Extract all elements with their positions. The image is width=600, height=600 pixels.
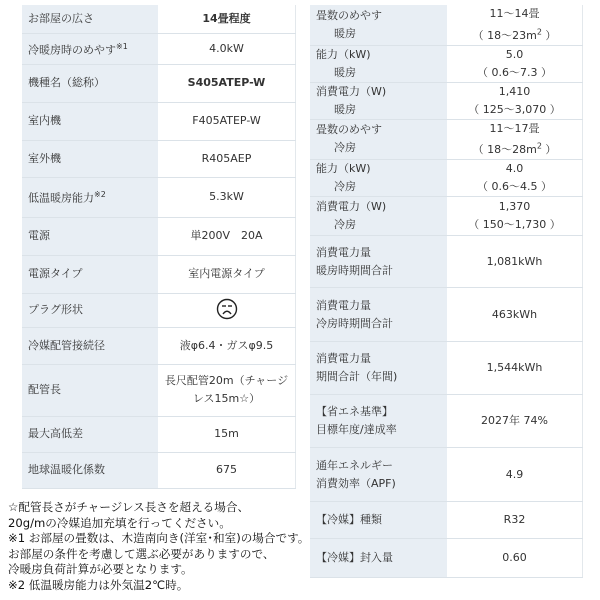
table-row [22,217,296,255]
footnote-line: ※2 低温暖房能力は外気温2℃時。 [8,577,189,592]
row-value [447,82,583,119]
label-text: 地球温暖化係数 [28,463,105,476]
value-range [477,66,552,79]
footnotes [8,500,309,593]
row-label [22,102,158,140]
table-row [310,119,583,160]
label-mode: 冷房 [334,141,356,155]
label-text: 畳数のめやす [316,123,382,137]
range-text: （ 0.6～7.3 ） [477,65,552,79]
row-label [22,177,158,217]
footnote-mark: ※1 [116,41,128,51]
label-text: 電源 [28,229,50,242]
value-text: 15m [214,427,239,440]
label-mode: 冷房 [334,180,356,194]
label-text-line2: 暖房時期間合計 [316,263,393,277]
table-row [310,395,583,448]
footnote-line: お部屋の条件を考慮して選ぶ必要がありますので、 [8,546,275,561]
row-label [310,5,447,45]
plug-outlet-icon [216,298,238,326]
row-value [447,395,583,448]
table-row [22,64,296,102]
spec-table-right [310,5,583,578]
value-text: 室内電源タイプ [188,267,265,280]
row-label [310,342,447,395]
range-text: （ 18～28m [472,143,537,157]
row-label [22,327,158,364]
label-text: 機種名（総称） [28,76,105,89]
row-value [158,416,296,452]
row-label [22,5,158,33]
row-label [22,452,158,488]
superscript: 2 [536,141,542,151]
value-text: 単200V 20A [190,229,263,242]
label-mode: 暖房 [334,102,356,116]
label-mode: 暖房 [334,26,356,40]
row-label [22,64,158,102]
row-label [310,119,447,160]
row-value [158,327,296,364]
range-text: （ 125～3,070 ） [468,102,561,116]
footnote-line: 冷暖房負荷計算が必要となります。 [8,562,193,576]
row-label [22,364,158,416]
row-label [22,217,158,255]
value-text: 1,370 [498,200,531,214]
row-label [22,293,158,327]
value-text: 675 [216,463,237,476]
value-text: F405ATEP-W [192,114,261,127]
label-text: 通年エネルギー [316,458,393,472]
label-text: 冷暖房時のめやす [28,43,116,57]
table-row [22,177,296,217]
table-row [310,82,583,119]
row-label [310,160,447,197]
row-value [447,502,583,539]
table-row [22,255,296,293]
range-text: （ 18～23m [472,28,537,42]
row-value [158,255,296,293]
label-text: 能力（kW) [316,47,371,61]
label-text: 【冷媒】封入量 [316,551,393,565]
footnote-mark: ※2 [94,190,106,200]
table-row [310,288,583,342]
table-row [310,5,583,45]
label-text: 消費電力量 [316,352,371,366]
label-text: 消費電力（W) [316,200,387,214]
value-text: R405AEP [201,151,252,165]
label-text: 【省エネ基準】 [316,405,393,419]
row-label [310,539,447,578]
row-label [310,45,447,82]
label-text-line2: 消費効率（APF) [316,476,396,490]
value-text: 463kWh [491,307,538,321]
table-row [22,5,296,33]
row-value [158,33,296,64]
table-row [22,327,296,364]
label-mode: 暖房 [334,65,356,79]
label-text: 最大高低差 [28,427,83,440]
row-label [310,448,447,502]
row-value [447,539,583,578]
row-value [158,364,296,416]
value-text: 長尺配管20m（チャージレス15m☆） [164,374,289,405]
row-value [158,5,296,33]
value-text: 0.60 [502,551,527,565]
superscript: 2 [536,27,542,36]
row-value [447,119,583,160]
row-value [158,102,296,140]
value-text: 1,544kWh [486,361,543,375]
row-value [158,177,296,217]
label-text: 低温暖房能力 [28,191,94,205]
label-mode: 冷房 [334,218,356,232]
table-row [310,539,583,578]
row-value [158,140,296,177]
row-label [310,236,447,288]
footnote-line: ☆配管長さがチャージレス長さを超える場合、 [8,500,250,514]
label-text: 【冷媒】種類 [316,513,382,527]
table-row [310,448,583,502]
value-range [468,103,560,116]
table-row [22,364,296,416]
row-value [447,342,583,395]
value-text: 14畳程度 [202,11,251,25]
table-row [310,197,583,236]
row-value [447,197,583,236]
label-text: 消費電力（W) [316,84,387,98]
table-row [22,452,296,488]
row-value [447,45,583,82]
row-value [447,5,583,45]
label-text: お部屋の広さ [28,11,94,25]
range-text-end: ） [541,28,557,42]
table-row [310,160,583,197]
label-text: プラグ形状 [28,303,83,316]
label-text: 畳数のめやす [316,8,382,22]
value-range [468,218,560,231]
table-row [22,102,296,140]
row-label [310,82,447,119]
row-label [310,288,447,342]
table-row [310,45,583,82]
label-text-line2: 目標年度/達成率 [316,423,397,437]
table-row [310,236,583,288]
row-value [447,160,583,197]
range-text-end: ） [541,143,557,157]
label-text-line2: 期間合計（年間) [316,370,398,384]
range-text: （ 0.6～4.5 ） [477,180,552,194]
label-text: 電源タイプ [28,267,83,280]
label-text: 能力（kW) [316,162,371,176]
table-row [310,342,583,395]
range-text: （ 150～1,730 ） [468,218,561,232]
spec-table-left [22,5,296,489]
row-label [310,502,447,539]
row-label [22,255,158,293]
row-value [158,64,296,102]
table-row [22,33,296,64]
value-text: 4.0kW [209,41,244,55]
row-label [22,140,158,177]
value-range [473,143,557,156]
value-text: R32 [503,513,526,527]
label-text: 消費電力量 [316,298,371,312]
row-value [447,236,583,288]
value-range [477,180,552,193]
value-text: 1,410 [498,84,531,98]
value-text: 4.0 [505,162,524,176]
value-text: S405ATEP-W [187,76,266,89]
row-label [310,395,447,448]
row-label [22,33,158,64]
label-text: 配管長 [28,383,61,396]
value-range [473,29,557,42]
footnote-line: ※1 お部屋の畳数は、木造南向き(洋室･和室)の場合です。 [8,531,310,545]
table-row [22,416,296,452]
table-row [22,293,296,327]
value-text: 11～14畳 [489,7,540,20]
row-label [310,197,447,236]
row-value [447,288,583,342]
value-text: 1,081kWh [486,254,543,268]
value-text: 液φ6.4・ガスφ9.5 [179,338,274,352]
label-text: 室内機 [28,114,61,127]
label-text: 消費電力量 [316,245,371,259]
row-value [158,217,296,255]
value-text: 11～17畳 [489,121,540,135]
label-text-line2: 冷房時期間合計 [316,316,393,330]
value-text: 2027年 74% [481,414,548,428]
value-text: 5.3kW [209,190,244,203]
table-row [22,140,296,177]
value-text: 4.9 [505,467,524,481]
row-value [158,293,296,327]
value-text: 5.0 [505,47,524,61]
label-text: 冷媒配管接続径 [28,338,105,352]
label-text: 室外機 [28,151,61,165]
row-value [158,452,296,488]
table-row [310,502,583,539]
footnote-line: 20g/mの冷媒追加充填を行ってください。 [8,515,231,530]
row-label [22,416,158,452]
row-value [447,448,583,502]
